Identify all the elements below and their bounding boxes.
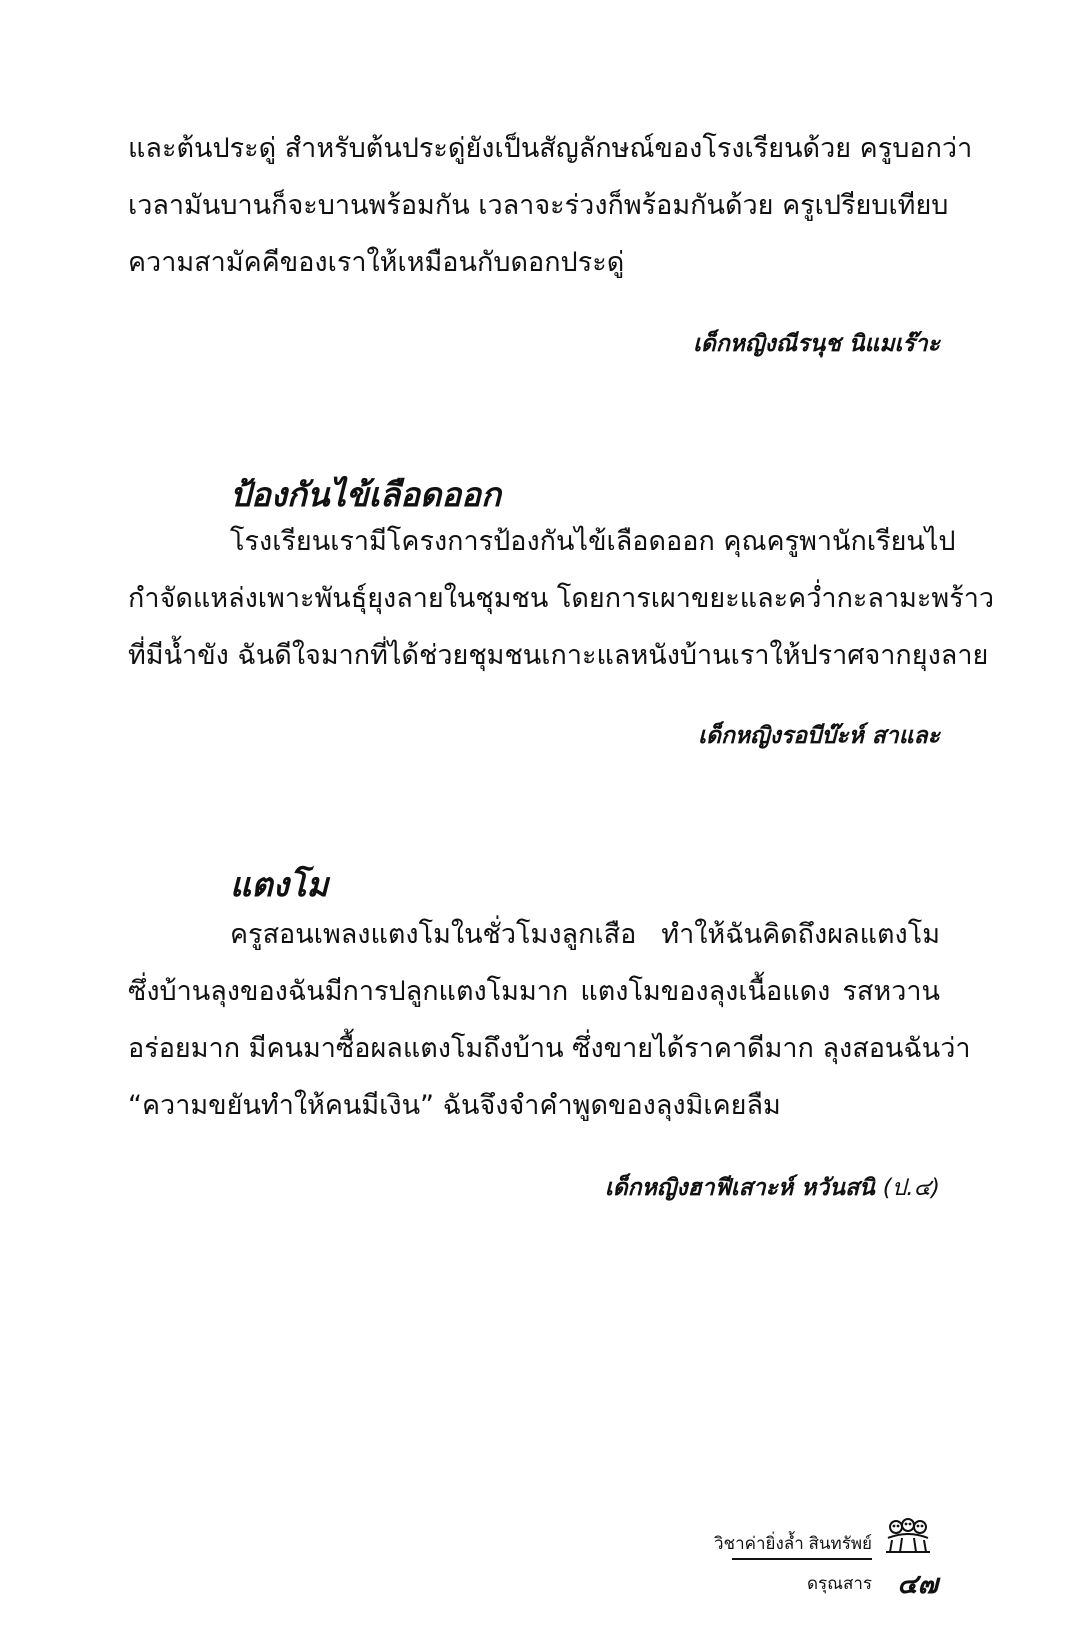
footer-publication: ดรุณสาร [807, 1574, 872, 1593]
author-name: เด็กหญิงฮาฟีเสาะห์ หวันสนิ [604, 1175, 875, 1201]
body-line: อร่อยมาก มีคนมาซื้อผลแตงโมถึงบ้าน ซึ่งขายได้ราคาดีมาก ลุงสอนฉันว่า [128, 1033, 971, 1064]
author-grade: (ป.๔) [882, 1175, 940, 1201]
page-number: ๔๗ [897, 1569, 938, 1600]
section-2-author [698, 718, 940, 754]
author-name: เด็กหญิงรอบีบ๊ะห์ สาและ [698, 723, 940, 749]
body-line: ซึ่งบ้านลุงของฉันมีการปลูกแตงโมมาก แตงโมของลุงเนื้อแดง รสหวาน [128, 976, 940, 1007]
children-logo-icon [882, 1518, 934, 1556]
body-line: และต้นประดู่ สำหรับต้นประดู่ยังเป็นสัญลักษณ์ของโรงเรียนด้วย ครูบอกว่า [128, 133, 973, 164]
body-line: กำจัดแหล่งเพาะพันธุ์ยุงลายในชุมชน โดยการเผาขยะและคว่ำกะลามะพร้าว [128, 583, 995, 614]
body-line: เวลามันบานก็จะบานพร้อมกัน เวลาจะร่วงก็พร้อมกันด้วย ครูเปรียบเทียบ [128, 190, 949, 221]
section-1-author [693, 326, 940, 362]
body-line: ที่มีน้ำขัง ฉันดีใจมากที่ได้ช่วยชุมชนเกาะแลหนังบ้านเราให้ปราศจากยุงลาย [128, 640, 989, 671]
footer-series-title: วิชาค่ายิ่งล้ำ สินทรัพย์ [714, 1534, 872, 1553]
body-line: โรงเรียนเรามีโครงการป้องกันไข้เลือดออก คุณครูพานักเรียนไป [230, 526, 956, 557]
section-3-author [605, 1170, 940, 1206]
section-1-body [128, 120, 973, 291]
section-2-body [128, 513, 995, 684]
page-footer [678, 1518, 938, 1608]
body-line: ครูสอนเพลงแตงโมในชั่วโมงลูกเสือ ทำให้ฉันคิดถึงผลแตงโม [230, 919, 940, 950]
section-3-body [128, 906, 971, 1134]
author-name: เด็กหญิงณีรนุช นิแมเร๊าะ [693, 331, 940, 357]
body-line: “ความขยันทำให้คนมีเงิน” ฉันจึงจำคำพูดของลุงมิเคยลืม [128, 1090, 781, 1121]
section-3-heading: แตงโม [230, 865, 329, 904]
section-2-heading: ป้องกันไข้เลือดออก [230, 475, 501, 514]
body-line: ความสามัคคีของเราให้เหมือนกับดอกประดู่ [128, 247, 625, 278]
footer-rule [732, 1558, 872, 1560]
